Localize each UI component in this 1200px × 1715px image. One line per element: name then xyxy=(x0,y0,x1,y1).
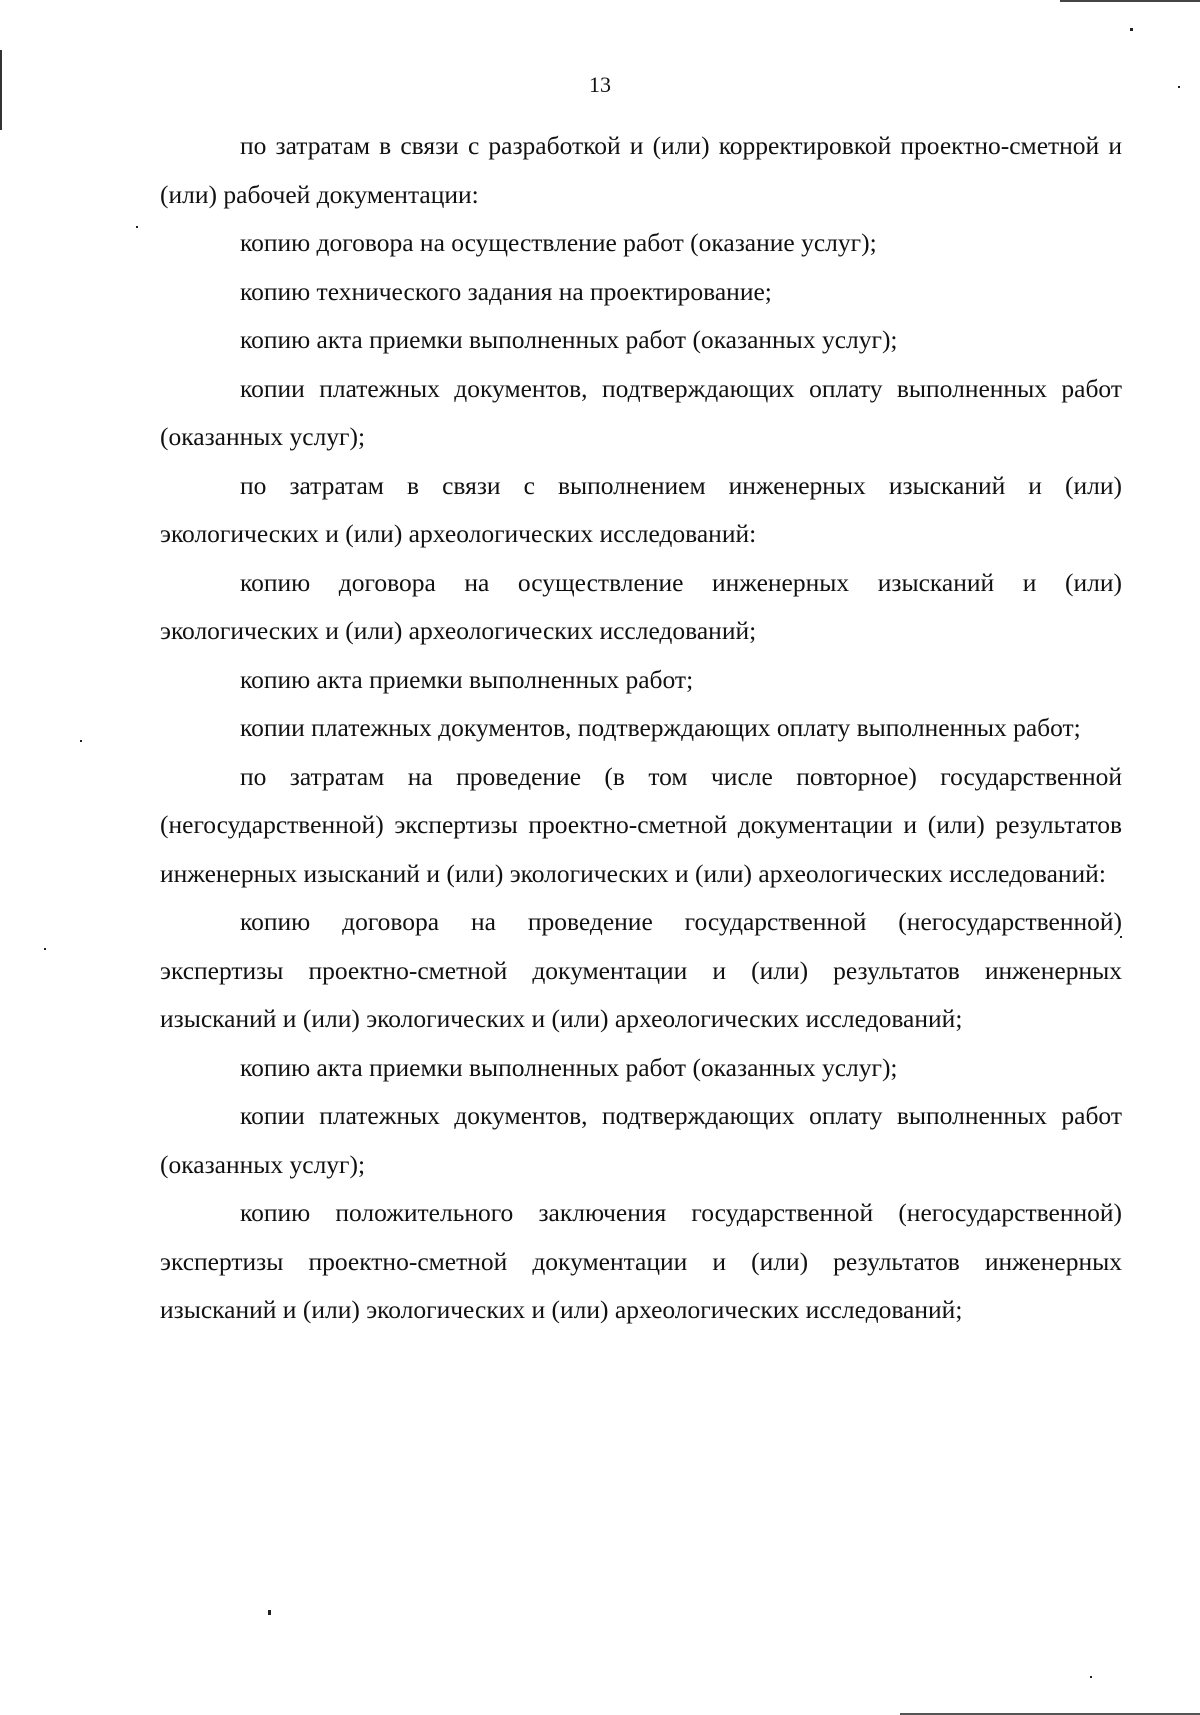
paragraph: по затратам в связи с разработкой и (или) корректировкой проектно-сметной и (или) рабочей документации: xyxy=(160,131,1122,209)
paragraph: копию договора на проведение государственной (негосударственной) экспертизы проектно-сметной документации и (или) результатов инженерных изысканий и (или) экологических и (или) археологических исследований; xyxy=(160,907,1122,1033)
paragraph: копию акта приемки выполненных работ; xyxy=(240,664,694,694)
page-number: 13 xyxy=(589,72,611,97)
paragraph: копии платежных документов, подтверждающих оплату выполненных работ; xyxy=(240,713,1081,742)
paragraph: по затратам в связи с выполнением инженерных изысканий и (или) экологических и (или) археологических исследований: xyxy=(160,470,1122,548)
scan-speck xyxy=(1090,1676,1092,1678)
scan-speck xyxy=(268,1610,271,1615)
paragraph: копию положительного заключения государственной (негосударственной) экспертизы проектно-сметной документации и (или) результатов инженерных изысканий и (или) экологических и (или) археологических исследований; xyxy=(160,1198,1122,1324)
scan-speck xyxy=(80,740,82,742)
document-body xyxy=(160,122,1122,1335)
paragraph: копию акта приемки выполненных работ (оказанных услуг); xyxy=(240,1052,898,1082)
paragraph: копию договора на осуществление работ (оказание услуг); xyxy=(240,228,877,257)
paragraph: копию технического задания на проектирование; xyxy=(240,276,772,306)
scan-speck xyxy=(136,226,138,228)
scan-speck xyxy=(44,948,46,950)
paragraph: копию договора на осуществление инженерных изысканий и (или) экологических и (или) археологических исследований; xyxy=(160,567,1122,645)
paragraph: по затратам на проведение (в том числе повторное) государственной (негосударственной) экспертизы проектно-сметной документации и (или) результатов инженерных изысканий и (или) экологических и (или) археологических исследований: xyxy=(160,761,1122,888)
scan-top-rule xyxy=(1060,0,1200,2)
paragraph: копии платежных документов, подтверждающих оплату выполненных работ (оказанных услуг); xyxy=(160,1101,1122,1179)
paragraph: копию акта приемки выполненных работ (оказанных услуг); xyxy=(240,325,898,354)
scan-speck xyxy=(1178,86,1180,88)
scan-speck xyxy=(1130,28,1133,31)
paragraph: копии платежных документов, подтверждающих оплату выполненных работ (оказанных услуг); xyxy=(160,373,1122,451)
scan-speck xyxy=(1120,936,1122,938)
